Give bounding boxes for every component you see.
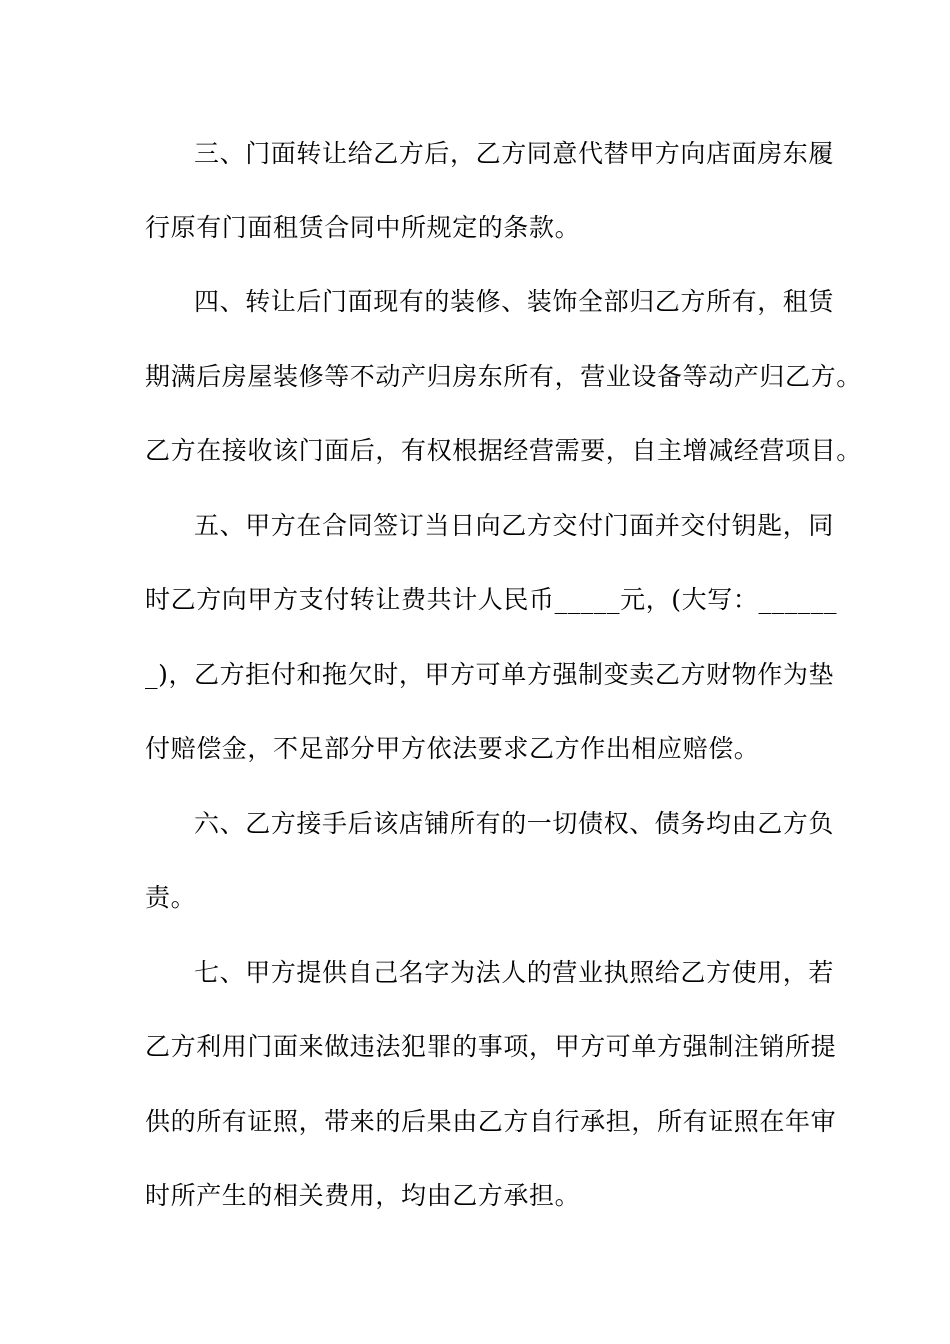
clause-4-line-1: 四、转让后门面现有的装修、装饰全部归乙方所有，租赁 (194, 287, 835, 316)
clause-7-line-1: 七、甲方提供自己名字为法人的营业执照给乙方使用，若 (194, 958, 835, 987)
clause-3-line-1: 三、门面转让给乙方后，乙方同意代替甲方向店面房东履 (194, 139, 835, 168)
clause-5-line-3: _)，乙方拒付和拖欠时，甲方可单方强制变卖乙方财物作为垫 (145, 660, 835, 689)
clause-6-line-1: 六、乙方接手后该店铺所有的一切债权、债务均由乙方负 (194, 809, 835, 838)
clause-4-line-3: 乙方在接收该门面后，有权根据经营需要，自主增减经营项目。 (145, 436, 862, 465)
clause-6-line-2: 责。 (145, 883, 197, 912)
clause-3-line-2: 行原有门面租赁合同中所规定的条款。 (145, 213, 581, 242)
clause-5-line-1: 五、甲方在合同签订当日向乙方交付门面并交付钥匙，同 (194, 511, 835, 540)
clause-5-line-4: 付赔偿金，不足部分甲方依法要求乙方作出相应赔偿。 (145, 734, 760, 763)
clause-5-line-2: 时乙方向甲方支付转让费共计人民币_____元，(大写：______ (145, 585, 838, 614)
clause-7-line-4: 时所产生的相关费用，均由乙方承担。 (145, 1181, 581, 1210)
clause-7-line-2: 乙方利用门面来做违法犯罪的事项，甲方可单方强制注销所提 (145, 1032, 837, 1061)
clause-7-line-3: 供的所有证照，带来的后果由乙方自行承担，所有证照在年审 (145, 1107, 837, 1136)
clause-4-line-2: 期满后房屋装修等不动产归房东所有，营业设备等动产归乙方。 (145, 362, 862, 391)
